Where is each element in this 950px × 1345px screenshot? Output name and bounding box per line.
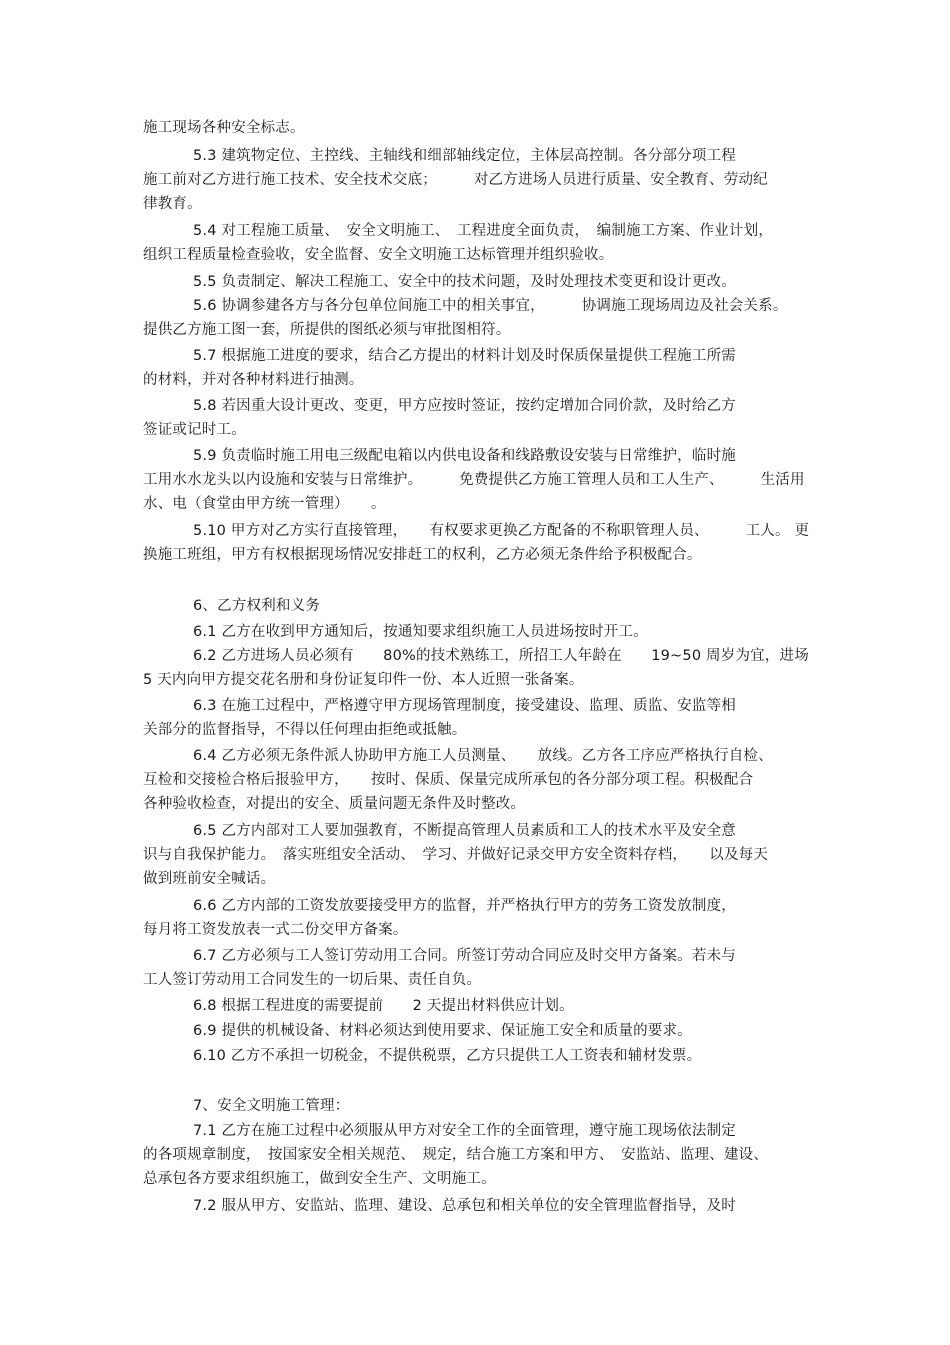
- text-line: 6.10 乙方不承担一切税金，不提供税票，乙方只提供工人工资表和辅材发票。: [193, 1048, 702, 1064]
- text-line: 5 天内向甲方提交花名册和身份证复印件一份、本人近照一张备案。: [143, 672, 584, 688]
- text-line: 换施工班组，甲方有权根据现场情况安排赶工的权利，乙方必须无条件给予积极配合。: [143, 547, 702, 563]
- text-line: 6.6 乙方内部的工资发放要接受甲方的监督，并严格执行甲方的劳务工资发放制度，: [193, 898, 736, 914]
- text-line: 总承包各方要求组织施工，做到安全生产、文明施工。: [143, 1171, 496, 1187]
- text-line: 的材料，并对各种材料进行抽测。: [143, 372, 364, 388]
- text-line: 各种验收检查，对提出的安全、质量问题无条件及时整改。: [143, 796, 526, 812]
- text-line: 7.1 乙方在施工过程中必须服从甲方对安全工作的全面管理，遵守施工现场依法制定: [193, 1123, 736, 1139]
- text-line: 5.8 若因重大设计更改、变更，甲方应按时签证，按约定增加合同价款，及时给乙方: [193, 398, 736, 414]
- text-line: 6.3 在施工过程中，严格遵守甲方现场管理制度，接受建设、监理、质监、安监等相: [193, 698, 736, 714]
- text-line: 5.6 协调参建各方与各分包单位间施工中的相关事宜， 协调施工现场周边及社会关系。: [193, 298, 788, 314]
- text-line: 水、电（食堂由甲方统一管理） 。: [143, 496, 386, 512]
- text-line: 6.2 乙方进场人员必须有 80%的技术熟练工，所招工人年龄在 19~50 周岁为宜，进场: [193, 648, 809, 664]
- text-line: 互检和交接检合格后报验甲方， 按时、保质、保量完成所承包的各分部分项工程。积极配合: [143, 772, 754, 788]
- text-line: 工用水水龙头以内设施和安装与日常维护。 免费提供乙方施工管理人员和工人生产、 生活用: [143, 472, 805, 488]
- text-line: 5.9 负责临时施工用电三级配电箱以内供电设备和线路敷设安装与日常维护，临时施: [193, 448, 736, 464]
- text-line: 施工前对乙方进行施工技术、安全技术交底； 对乙方进场人员进行质量、安全教育、劳动纪: [143, 172, 768, 188]
- text-line: 做到班前安全喊话。: [143, 871, 276, 887]
- text-line: 提供乙方施工图一套，所提供的图纸必须与审批图相符。: [143, 322, 511, 338]
- section-heading: 7、安全文明施工管理：: [193, 1098, 350, 1114]
- text-line: 6.7 乙方必须与工人签订劳动用工合同。所签订劳动合同应及时交甲方备案。若未与: [193, 948, 736, 964]
- text-line: 7.2 服从甲方、安监站、监理、建设、总承包和相关单位的安全管理监督指导，及时: [193, 1198, 736, 1214]
- text-line: 每月将工资发放表一式二份交甲方备案。: [143, 922, 408, 938]
- section-heading: 6、乙方权利和义务: [193, 598, 321, 614]
- text-line: 6.1 乙方在收到甲方通知后，按通知要求组织施工人员进场按时开工。: [193, 624, 648, 640]
- text-line: 工人签订劳动用工合同发生的一切后果、责任自负。: [143, 972, 482, 988]
- text-line: 5.5 负责制定、解决工程施工、安全中的技术问题，及时处理技术变更和设计更改。: [193, 274, 736, 290]
- text-line: 施工现场各种安全标志。: [143, 120, 305, 136]
- text-line: 5.7 根据施工进度的要求，结合乙方提出的材料计划及时保质保量提供工程施工所需: [193, 348, 736, 364]
- text-line: 关部分的监督指导，不得以任何理由拒绝或抵触。: [143, 722, 467, 738]
- text-line: 的各项规章制度， 按国家安全相关规范、 规定，结合施工方案和甲方、 安监站、监理、建设、: [143, 1147, 769, 1163]
- text-line: 识与自我保护能力。 落实班组安全活动、 学习、并做好记录交甲方安全资料存档， 以及每天: [143, 847, 769, 863]
- text-line: 6.4 乙方必须无条件派人协助甲方施工人员测量、 放线。乙方各工序应严格执行自检、: [193, 748, 773, 764]
- text-line: 签证或记时工。: [143, 422, 246, 438]
- text-line: 6.5 乙方内部对工人要加强教育，不断提高管理人员素质和工人的技术水平及安全意: [193, 823, 736, 839]
- text-line: 5.10 甲方对乙方实行直接管理， 有权要求更换乙方配备的不称职管理人员、 工人。 更: [193, 523, 810, 539]
- text-line: 律教育。: [143, 196, 202, 212]
- text-line: 5.3 建筑物定位、主控线、主轴线和细部轴线定位，主体层高控制。各分部分项工程: [193, 148, 736, 164]
- text-line: 5.4 对工程施工质量、 安全文明施工、 工程进度全面负责， 编制施工方案、作业计划，: [193, 223, 774, 239]
- text-line: 6.8 根据工程进度的需要提前 2 天提出材料供应计划。: [193, 998, 574, 1014]
- text-line: 6.9 提供的机械设备、材料必须达到使用要求、保证施工安全和质量的要求。: [193, 1023, 692, 1039]
- text-line: 组织工程质量检查验收，安全监督、安全文明施工达标管理并组织验收。: [143, 247, 614, 263]
